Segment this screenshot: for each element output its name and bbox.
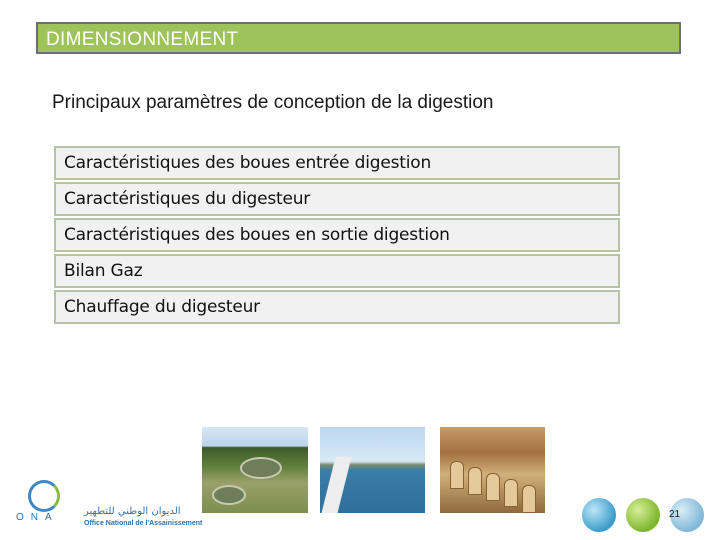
list-item [54, 218, 620, 252]
walkway-shape [321, 457, 352, 513]
treatment-plant-photo [202, 427, 308, 513]
title-bar [36, 22, 681, 54]
list-item [54, 182, 620, 216]
arch-shape [522, 485, 536, 513]
logo-arabic-name: الديوان الوطني للتطهير [84, 506, 181, 517]
nature-circle-icon [626, 498, 660, 532]
list-item-label: Chauffage du digesteur [64, 297, 260, 317]
ona-logo [12, 480, 212, 530]
logo-acronym: ONA [16, 512, 59, 523]
list-item-label: Caractéristiques du digesteur [64, 189, 311, 209]
basin-shape [212, 485, 246, 505]
arch-shape [504, 479, 518, 507]
list-item [54, 290, 620, 324]
arch-shape [468, 467, 482, 495]
water-circle-icon [582, 498, 616, 532]
water-channel-photo [320, 427, 425, 513]
slide-subtitle: Principaux paramètres de conception de la digestion [52, 92, 494, 113]
page-number: 21 [669, 509, 681, 520]
list-item-label: Caractéristiques des boues en sortie digestion [64, 225, 450, 245]
logo-french-name: Office National de l'Assainissement [84, 520, 203, 527]
ona-logo-symbol-icon [28, 480, 60, 512]
arch-shape [450, 461, 464, 489]
arch-shape [486, 473, 500, 501]
list-item [54, 146, 620, 180]
basin-shape [240, 457, 282, 479]
digester-arches-photo [440, 427, 545, 513]
list-item-label: Bilan Gaz [64, 261, 143, 281]
slide-title: DIMENSIONNEMENT [46, 29, 239, 50]
list-item [54, 254, 620, 288]
list-item-label: Caractéristiques des boues entrée digestion [64, 153, 432, 173]
parameter-list [54, 146, 620, 326]
